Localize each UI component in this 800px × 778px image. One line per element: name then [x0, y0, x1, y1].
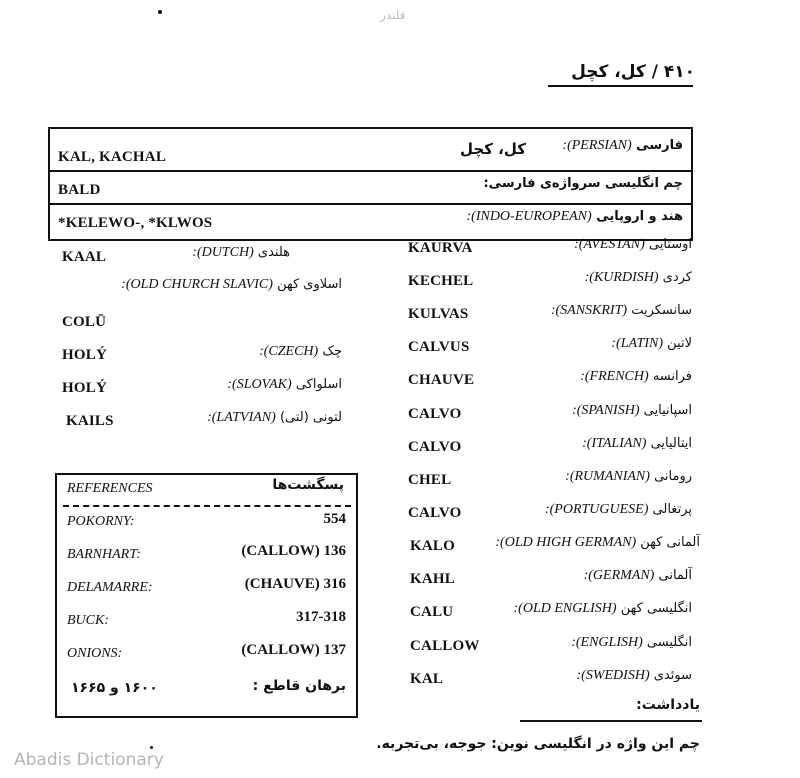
cognate-word: KULVAS	[408, 306, 469, 322]
cognate-word: CHEL	[408, 472, 452, 488]
lang-en: (SANSKRIT):	[550, 303, 628, 318]
lang-en: (SPANISH):	[572, 403, 640, 418]
note-text: چم این واژه در انگلیسی نوین: جوجه، بی‌تجربه.	[376, 736, 700, 752]
lang-en: (LATVIAN):	[207, 410, 276, 425]
lang-en: (FRENCH):	[580, 369, 649, 384]
lang-fa: چک	[322, 344, 342, 359]
cognate-word: COLŪ	[62, 314, 107, 330]
cognate-word: KALO	[410, 538, 455, 554]
lang-fa: آلمانی	[658, 568, 692, 583]
references-title-fa: پسگشت‌ها	[272, 477, 344, 493]
lang-fa: انگلیسی کهن	[620, 601, 692, 616]
cognate-word: HOLÝ	[62, 347, 107, 363]
lang-label	[192, 245, 290, 261]
persian-label-fa: فارسی	[636, 138, 683, 153]
lang-en: (OLD CHURCH SLAVIC):	[121, 277, 273, 292]
cognate-word: CALVUS	[408, 339, 470, 355]
cognate-word: KAHL	[410, 571, 455, 587]
cognate-word: KECHEL	[408, 273, 474, 289]
lang-label	[259, 344, 342, 360]
lang-en: (ITALIAN):	[582, 436, 647, 451]
lang-en: (GERMAN):	[583, 568, 655, 583]
lang-en: (OLD ENGLISH):	[513, 601, 617, 616]
lang-fa: اسپانیایی	[643, 403, 692, 418]
references-title-en: REFERENCES	[67, 481, 153, 496]
english-word: BALD	[58, 182, 101, 198]
lang-label	[227, 377, 342, 393]
lang-fa: سوئدی	[653, 668, 692, 683]
cognate-word: HOLÝ	[62, 380, 107, 396]
note-rule	[520, 720, 702, 722]
reference-value: (CALLOW) 136	[241, 543, 346, 559]
lang-en: (RUMANIAN):	[565, 469, 650, 484]
lang-en: (OLD HIGH GERMAN):	[495, 535, 637, 550]
reference-source: BUCK:	[67, 613, 109, 628]
reference-footer-value: ۱۶۰۰ و ۱۶۶۵	[71, 680, 158, 696]
lang-fa: فرانسه	[652, 369, 692, 384]
ie-word: *KELEWO-, *KLWOS	[58, 215, 213, 231]
lang-fa: لتونی (لتی)	[279, 410, 342, 425]
references-box	[55, 473, 358, 718]
cognate-word: CALVO	[408, 439, 462, 455]
page-header: ۴۱۰ / کل، کچل	[571, 62, 695, 82]
cognate-word: KAL	[410, 671, 444, 687]
lang-fa: رومانی	[654, 469, 692, 484]
lang-fa: آلمانی کهن	[640, 535, 700, 550]
lang-fa: اوستایی	[648, 237, 692, 252]
reference-footer-source: برهان قاطع :	[252, 678, 346, 694]
lang-en: (AVESTAN):	[574, 237, 645, 252]
ie-label-lang: (INDO-EUROPEAN):	[466, 209, 592, 224]
watermark-top: قلندر	[380, 8, 406, 22]
lang-fa: اسلاوی کهن	[277, 277, 342, 292]
reference-value: (CALLOW) 137	[241, 642, 346, 658]
lang-fa: اسلواکی	[295, 377, 342, 392]
lang-en: (SWEDISH):	[576, 668, 650, 683]
lang-en: (LATIN):	[611, 336, 663, 351]
references-divider	[63, 505, 351, 507]
lang-label	[121, 277, 342, 293]
persian-word-fa: کل، کچل	[460, 140, 526, 158]
lang-en: (KURDISH):	[584, 270, 659, 285]
cognate-word: CHAUVE	[408, 372, 475, 388]
cognate-word: CALVO	[408, 406, 462, 422]
reference-source: BARNHART:	[67, 547, 141, 562]
lang-fa: انگلیسی	[646, 635, 692, 650]
reference-value: 317-318	[296, 609, 346, 625]
watermark-bottom: Abadis Dictionary	[14, 750, 164, 770]
lang-fa: پرتغالی	[652, 502, 692, 517]
lang-en: (CZECH):	[259, 344, 319, 359]
reference-value: 554	[323, 511, 346, 527]
cognate-word: KAAL	[62, 249, 107, 265]
ie-label-fa: هند و اروپایی	[596, 209, 683, 224]
lang-fa: کردی	[662, 270, 692, 285]
cognate-word: CALU	[410, 604, 454, 620]
cognate-word: KAURVA	[408, 240, 473, 256]
english-label: چم انگلیسی سرواژه‌ی فارسی:	[483, 176, 683, 191]
note-label: یادداشت:	[636, 697, 700, 713]
persian-word-en: KAL, KACHAL	[58, 149, 167, 165]
ink-dot	[150, 746, 153, 749]
lang-fa: سانسکریت	[631, 303, 692, 318]
lang-fa: لاتین	[667, 336, 692, 351]
cognate-word: CALLOW	[410, 638, 480, 654]
lang-fa: ایتالیایی	[650, 436, 692, 451]
lang-en: (DUTCH):	[192, 245, 254, 260]
reference-source: POKORNY:	[67, 514, 135, 529]
cognate-word: KAILS	[66, 413, 114, 429]
reference-value: (CHAUVE) 316	[244, 576, 346, 592]
lang-label	[207, 410, 342, 426]
lang-en: (ENGLISH):	[571, 635, 643, 650]
cognate-word: CALVO	[408, 505, 462, 521]
lang-fa: هلندی	[257, 245, 290, 260]
lang-en: (SLOVAK):	[227, 377, 292, 392]
reference-source: ONIONS:	[67, 646, 123, 661]
lang-en: (PORTUGUESE):	[544, 502, 649, 517]
persian-label-lang: (PERSIAN):	[562, 138, 632, 153]
reference-source: DELAMARRE:	[67, 580, 153, 595]
